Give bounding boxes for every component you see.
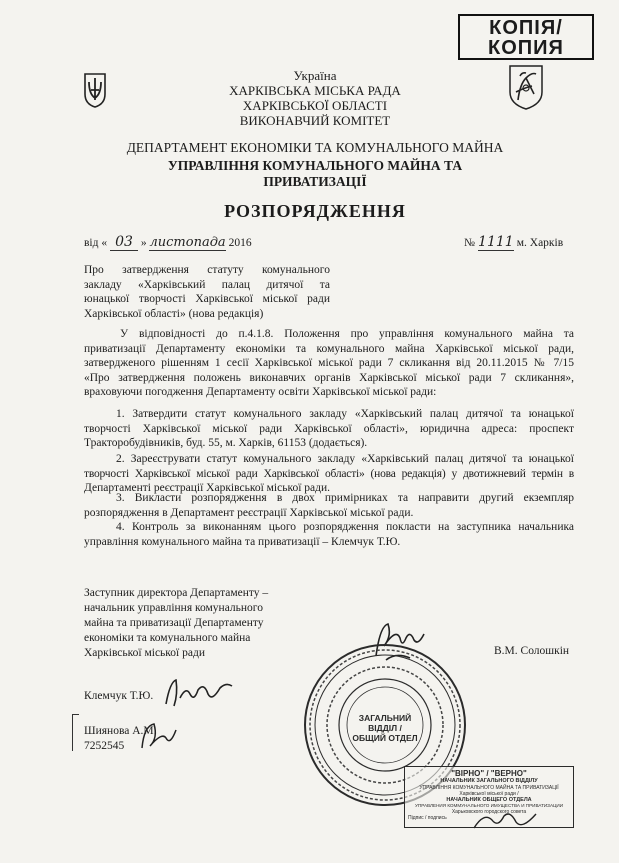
verno-line: УПРАВЛЕНИЯ КОММУНАЛЬНОГО ИМУЩЕСТВА И ПРИВАТИЗАЦИИ	[414, 803, 564, 808]
item-2	[84, 452, 574, 496]
item-line: 1. Затвердити статут комунального закладу «Харківський палац дитячої та юнацької	[116, 408, 574, 420]
document-number: 1111	[478, 234, 514, 250]
subject-line: Про затвердження статуту комунального	[84, 264, 330, 276]
directorate-line2: ПРИВАТИЗАЦІЇ	[263, 174, 367, 189]
item-1	[84, 407, 574, 451]
item-4	[84, 520, 574, 549]
executor-klemchuk: Клемчук Т.Ю.	[84, 690, 154, 702]
margin-bracket	[72, 714, 79, 751]
city-name: м. Харків	[516, 237, 564, 249]
date-month: листопада	[149, 235, 226, 250]
signature-line: Харківської міської ради	[84, 647, 205, 659]
preamble	[84, 327, 574, 400]
item-line: творчості Харківської міської ради Харківської області» (нова редакція) у двотижневий термін в	[84, 467, 574, 480]
verno-title: "ВІРНО" / "ВЕРНО"	[451, 769, 527, 778]
item-line: творчості Харківської міської ради Харківської області», юридична адреса: проспект	[84, 422, 574, 435]
signature-line: начальник управління комунального	[84, 602, 263, 614]
executor-phone: 7252545	[84, 740, 125, 752]
date-line	[84, 235, 564, 255]
signature-line: майна та приватизації Департаменту	[84, 617, 264, 629]
item-line: Департаменті реєстрації Харківської міської ради.	[84, 482, 331, 495]
date-quote-close: »	[140, 237, 147, 249]
verno-line: УПРАВЛІННЯ КОМУНАЛЬНОГО МАЙНА ТА ПРИВАТИЗАЦІЇ	[419, 784, 559, 791]
shyianova-signature	[136, 718, 180, 754]
subject-block	[84, 263, 330, 321]
stamp-center-line2: ВІДДІЛ /	[368, 723, 402, 733]
klemchuk-signature	[160, 676, 240, 710]
date-day: 03	[110, 235, 138, 251]
directorate-line1: УПРАВЛІННЯ КОМУНАЛЬНОГО МАЙНА ТА	[167, 158, 463, 173]
subject-line: закладу «Харківський палац дитячої та	[84, 278, 330, 291]
preamble-line: приватизації Департаменту економіки та комунального майна Харківської міської ради,	[84, 342, 574, 355]
item-line: 2. Зареєструвати статут комунального закладу «Харківський палац дитячої та юнацької	[116, 453, 574, 465]
verno-line: НАЧАЛЬНИК ОБЩЕГО ОТДЕЛА	[446, 796, 532, 803]
document-title: РОЗПОРЯДЖЕННЯ	[224, 201, 406, 221]
copy-stamp	[458, 14, 594, 60]
subject-line: юнацької творчості Харківської міської ради	[84, 293, 330, 306]
region-name: ХАРКІВСЬКОЇ ОБЛАСТІ	[242, 98, 388, 113]
copy-stamp-line1: КОПІЯ/	[489, 17, 563, 39]
council-name: ХАРКІВСЬКА МІСЬКА РАДА	[229, 83, 401, 98]
item-line: Тракторобудівників, буд. 55, м. Харків, 61153 (додається).	[84, 437, 368, 450]
signature-line: Заступник директора Департаменту –	[84, 587, 269, 599]
kharkiv-emblem-icon	[508, 64, 544, 110]
subject-line: Харківської області» (нова редакція)	[84, 307, 264, 320]
verno-sign-label: Підпис / подпись	[408, 815, 447, 821]
ukraine-trident-icon	[83, 72, 107, 108]
date-year: 2016	[228, 237, 252, 249]
verno-line: НАЧАЛЬНИК ЗАГАЛЬНОГО ВІДДІЛУ	[440, 778, 538, 784]
letterhead	[180, 68, 450, 128]
signature-block	[84, 586, 314, 661]
item-line: управління комунального майна та приватизації – Клемчук Т.Ю.	[84, 535, 401, 548]
preamble-line: «Про затвердження положень виконавчих органів Харківської міської ради 7 скликання»,	[84, 371, 574, 384]
copy-stamp-line2: КОПИЯ	[488, 37, 564, 59]
verno-line: Харківської міської ради /	[459, 790, 519, 797]
item-line: 3. Викласти розпорядження в двох примірниках та направити другий екземпляр	[116, 492, 574, 504]
item-line: 4. Контроль за виконанням цього розпорядження покласти на заступника начальника	[116, 521, 574, 533]
number-prefix: №	[464, 237, 475, 249]
verno-line: Харьковского городского совета	[451, 809, 527, 815]
department-name: ДЕПАРТАМЕНТ ЕКОНОМІКИ ТА КОМУНАЛЬНОГО МАЙНА	[126, 140, 504, 155]
country-name: Україна	[293, 68, 337, 83]
preamble-line: У відповідності до п.4.1.8. Положення про управління комунального майна та	[120, 328, 574, 340]
committee-name: ВИКОНАВЧИЙ КОМІТЕТ	[239, 113, 391, 128]
signer-name: В.М. Солошкін	[494, 645, 570, 657]
stamp-center-line3: ОБЩИЙ ОТДЕЛ	[352, 733, 418, 743]
stamp-center-line1: ЗАГАЛЬНИЙ	[358, 713, 412, 723]
preamble-line: враховуючи погодження Департаменту освіти Харківської міської ради:	[84, 386, 437, 399]
signature-line: економіки та комунального майна	[84, 632, 251, 644]
item-3	[84, 491, 574, 520]
item-line: розпорядження в Департамент реєстрації Харківської міської ради.	[84, 506, 414, 519]
preamble-line: затвердженого рішенням 1 сесії Харківської міської ради 7 скликання від 20.11.2015 № 7/15	[84, 357, 574, 370]
executor-shyianova: Шиянова А.М.	[84, 725, 157, 737]
date-prefix: від «	[84, 237, 108, 249]
verno-signature	[470, 806, 540, 836]
